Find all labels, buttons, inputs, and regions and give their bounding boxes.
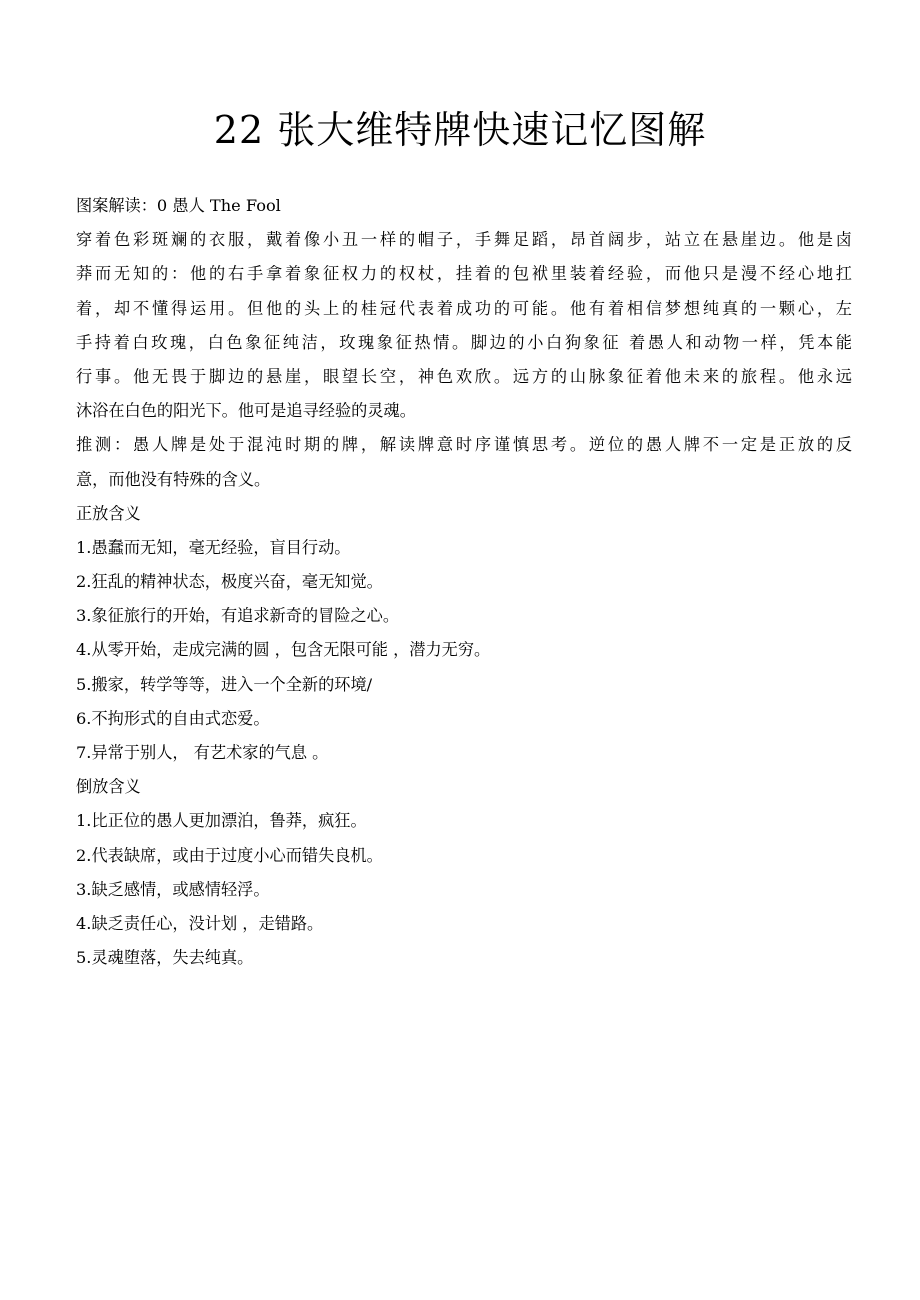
list-item: 3.象征旅行的开始，有追求新奇的冒险之心。 <box>76 606 400 626</box>
reversed-heading: 倒放含义 <box>76 777 141 797</box>
list-item: 1.愚蠢而无知，毫无经验，盲目行动。 <box>76 537 351 557</box>
list-item: 3.缺乏感情，或感情轻浮。 <box>76 879 270 899</box>
description-line: 莽而无知的：他的右手拿着象征权力的权杖，挂着的包袱里装着经验，而他只是漫不经心地扛 <box>76 264 852 284</box>
list-item: 2.狂乱的精神状态，极度兴奋，毫无知觉。 <box>76 572 383 592</box>
list-item: 5.搬家，转学等等，进入一个全新的环境/ <box>76 674 373 694</box>
description-line: 手持着白玫瑰，白色象征纯洁，玫瑰象征热情。脚边的小白狗象征 着愚人和动物一样，凭本能 <box>76 332 852 352</box>
list-item: 4.缺乏责任心，没计划 ，走错路。 <box>76 913 324 933</box>
reversed-list <box>76 804 852 975</box>
description-line: 着，却不懂得运用。但他的头上的桂冠代表着成功的可能。他有着相信梦想纯真的一颗心，左 <box>76 298 852 318</box>
card-heading: 图案解读：0 愚人 The Fool <box>76 196 281 215</box>
card-description <box>76 223 852 428</box>
list-item: 2.代表缺席，或由于过度小心而错失良机。 <box>76 845 383 865</box>
inference-line: 推测：愚人牌是处于混沌时期的牌，解读牌意时序谨慎思考。逆位的愚人牌不一定是正放的反 <box>76 435 852 455</box>
document-title: 22 张大维特牌快速记忆图解 <box>213 108 707 152</box>
description-line: 沐浴在白色的阳光下。他可是追寻经验的灵魂。 <box>76 401 416 421</box>
list-item: 4.从零开始，走成完满的圆 ，包含无限可能 ，潜力无穷。 <box>76 640 491 660</box>
list-item: 5.灵魂堕落，失去纯真。 <box>76 948 254 968</box>
document-body <box>76 189 852 975</box>
upright-list <box>76 531 852 770</box>
list-item: 6.不拘形式的自由式恋爱。 <box>76 708 270 728</box>
description-line: 穿着色彩斑斓的衣服，戴着像小丑一样的帽子，手舞足蹈，昂首阔步，站立在悬崖边。他是卤 <box>76 230 852 250</box>
list-item: 7.异常于别人， 有艺术家的气息 。 <box>76 743 329 762</box>
description-line: 行事。他无畏于脚边的悬崖，眼望长空，神色欢欣。远方的山脉象征着他未来的旅程。他永远 <box>76 366 852 386</box>
inference-line: 意，而他没有特殊的含义。 <box>76 469 271 489</box>
card-inference <box>76 428 852 496</box>
upright-heading: 正放含义 <box>76 503 141 523</box>
list-item: 1.比正位的愚人更加漂泊，鲁莽，疯狂。 <box>76 811 367 831</box>
